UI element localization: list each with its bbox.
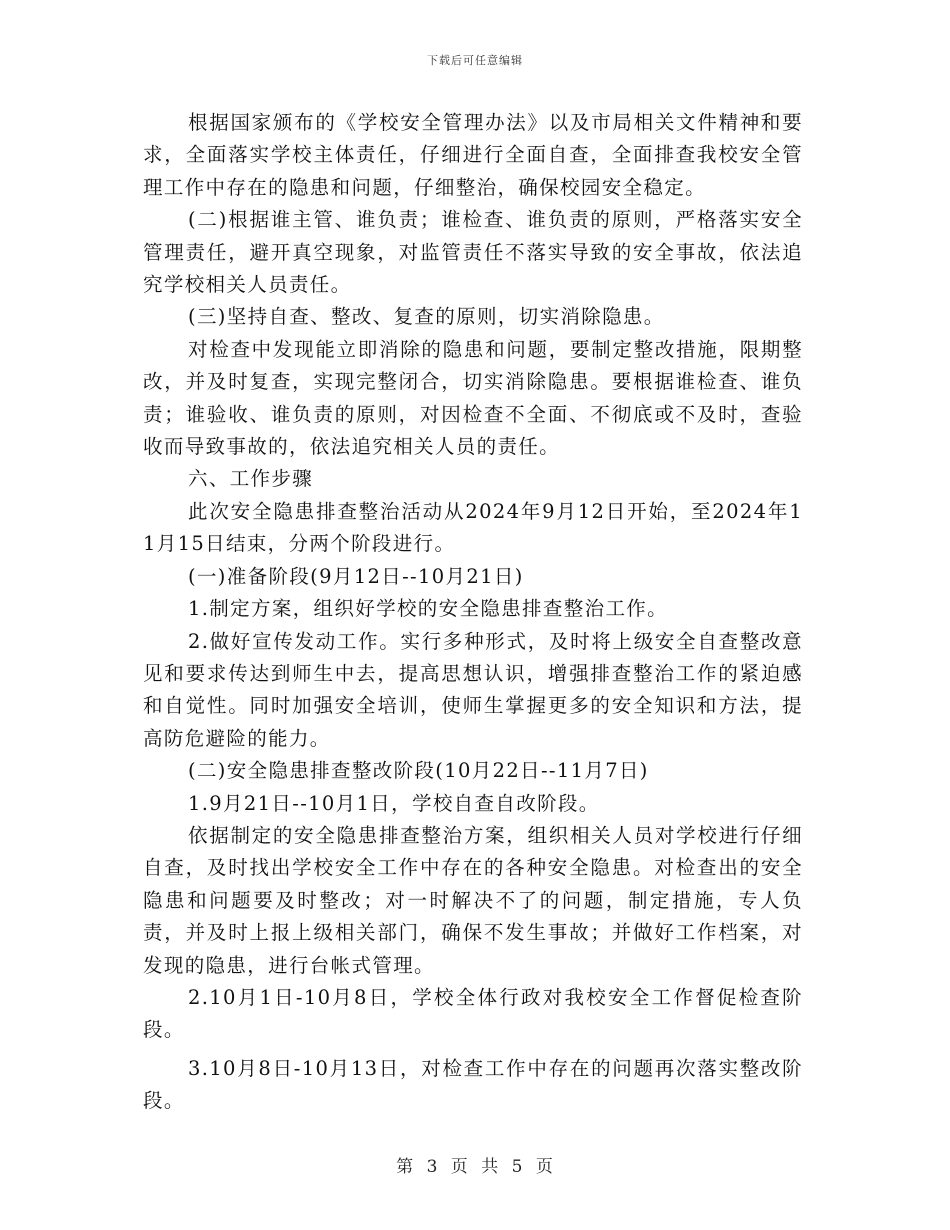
paragraph: 根据国家颁布的《学校安全管理办法》以及市局相关文件精神和要求，全面落实学校主体责任，仔细进行全面自查，全面排查我校安全管理工作中存在的隐患和问题，仔细整治，确保校园安全稳定。 — [143, 111, 803, 199]
section-heading: 六、工作步骤 — [188, 467, 314, 491]
document-body — [143, 107, 803, 1118]
paragraph: 对检查中发现能立即消除的隐患和问题，要制定整改措施，限期整改，并及时复查，实现完整闭合，切实消除隐患。要根据谁检查、谁负责；谁验收、谁负责的原则，对因检查不全面、不彻底或不及时，查验收而导致事故的，依法追究相关人员的责任。 — [143, 337, 803, 459]
list-item: 1.制定方案，组织好学校的安全隐患排查整治工作。 — [188, 597, 669, 621]
page-number-footer: 第 3 页 共 5 页 — [396, 1157, 554, 1177]
list-item: 2.10月1日-10月8日，学校全体行政对我校安全工作督促检查阶段。 — [143, 985, 803, 1042]
list-item: 3.10月8日-10月13日，对检查工作中存在的问题再次落实整改阶段。 — [143, 1056, 803, 1113]
subsection-heading: (二)安全隐患排查整改阶段(10月22日--11月7日) — [188, 759, 649, 783]
list-item: 1.9月21日--10月1日，学校自查自改阶段。 — [188, 791, 600, 815]
paragraph: (三)坚持自查、整改、复查的原则，切实消除隐患。 — [188, 305, 665, 329]
list-item: 2.做好宣传发动工作。实行多种形式，及时将上级安全自查整改意见和要求传达到师生中去，提高思想认识，增强排查整治工作的紧迫感和自觉性。同时加强安全培训，使师生掌握更多的安全知识和方法，提高防危避险的能力。 — [143, 629, 803, 750]
page-header-note: 下载后可任意编辑 — [427, 54, 523, 67]
subsection-heading: (一)准备阶段(9月12日--10月21日) — [188, 564, 524, 588]
paragraph: 此次安全隐患排查整治活动从2024年9月12日开始，至2024年11月15日结束，分两个阶段进行。 — [143, 499, 803, 556]
paragraph: 依据制定的安全隐患排查整治方案，组织相关人员对学校进行仔细自查，及时找出学校安全工作中存在的各种安全隐患。对检查出的安全隐患和问题要及时整改；对一时解决不了的问题，制定措施，专人负责，并及时上报上级相关部门，确保不发生事故；并做好工作档案，对发现的隐患，进行台帐式管理。 — [143, 823, 803, 977]
paragraph: (二)根据谁主管、谁负责；谁检查、谁负责的原则，严格落实安全管理责任，避开真空现象，对监管责任不落实导致的安全事故，依法追究学校相关人员责任。 — [143, 208, 803, 297]
